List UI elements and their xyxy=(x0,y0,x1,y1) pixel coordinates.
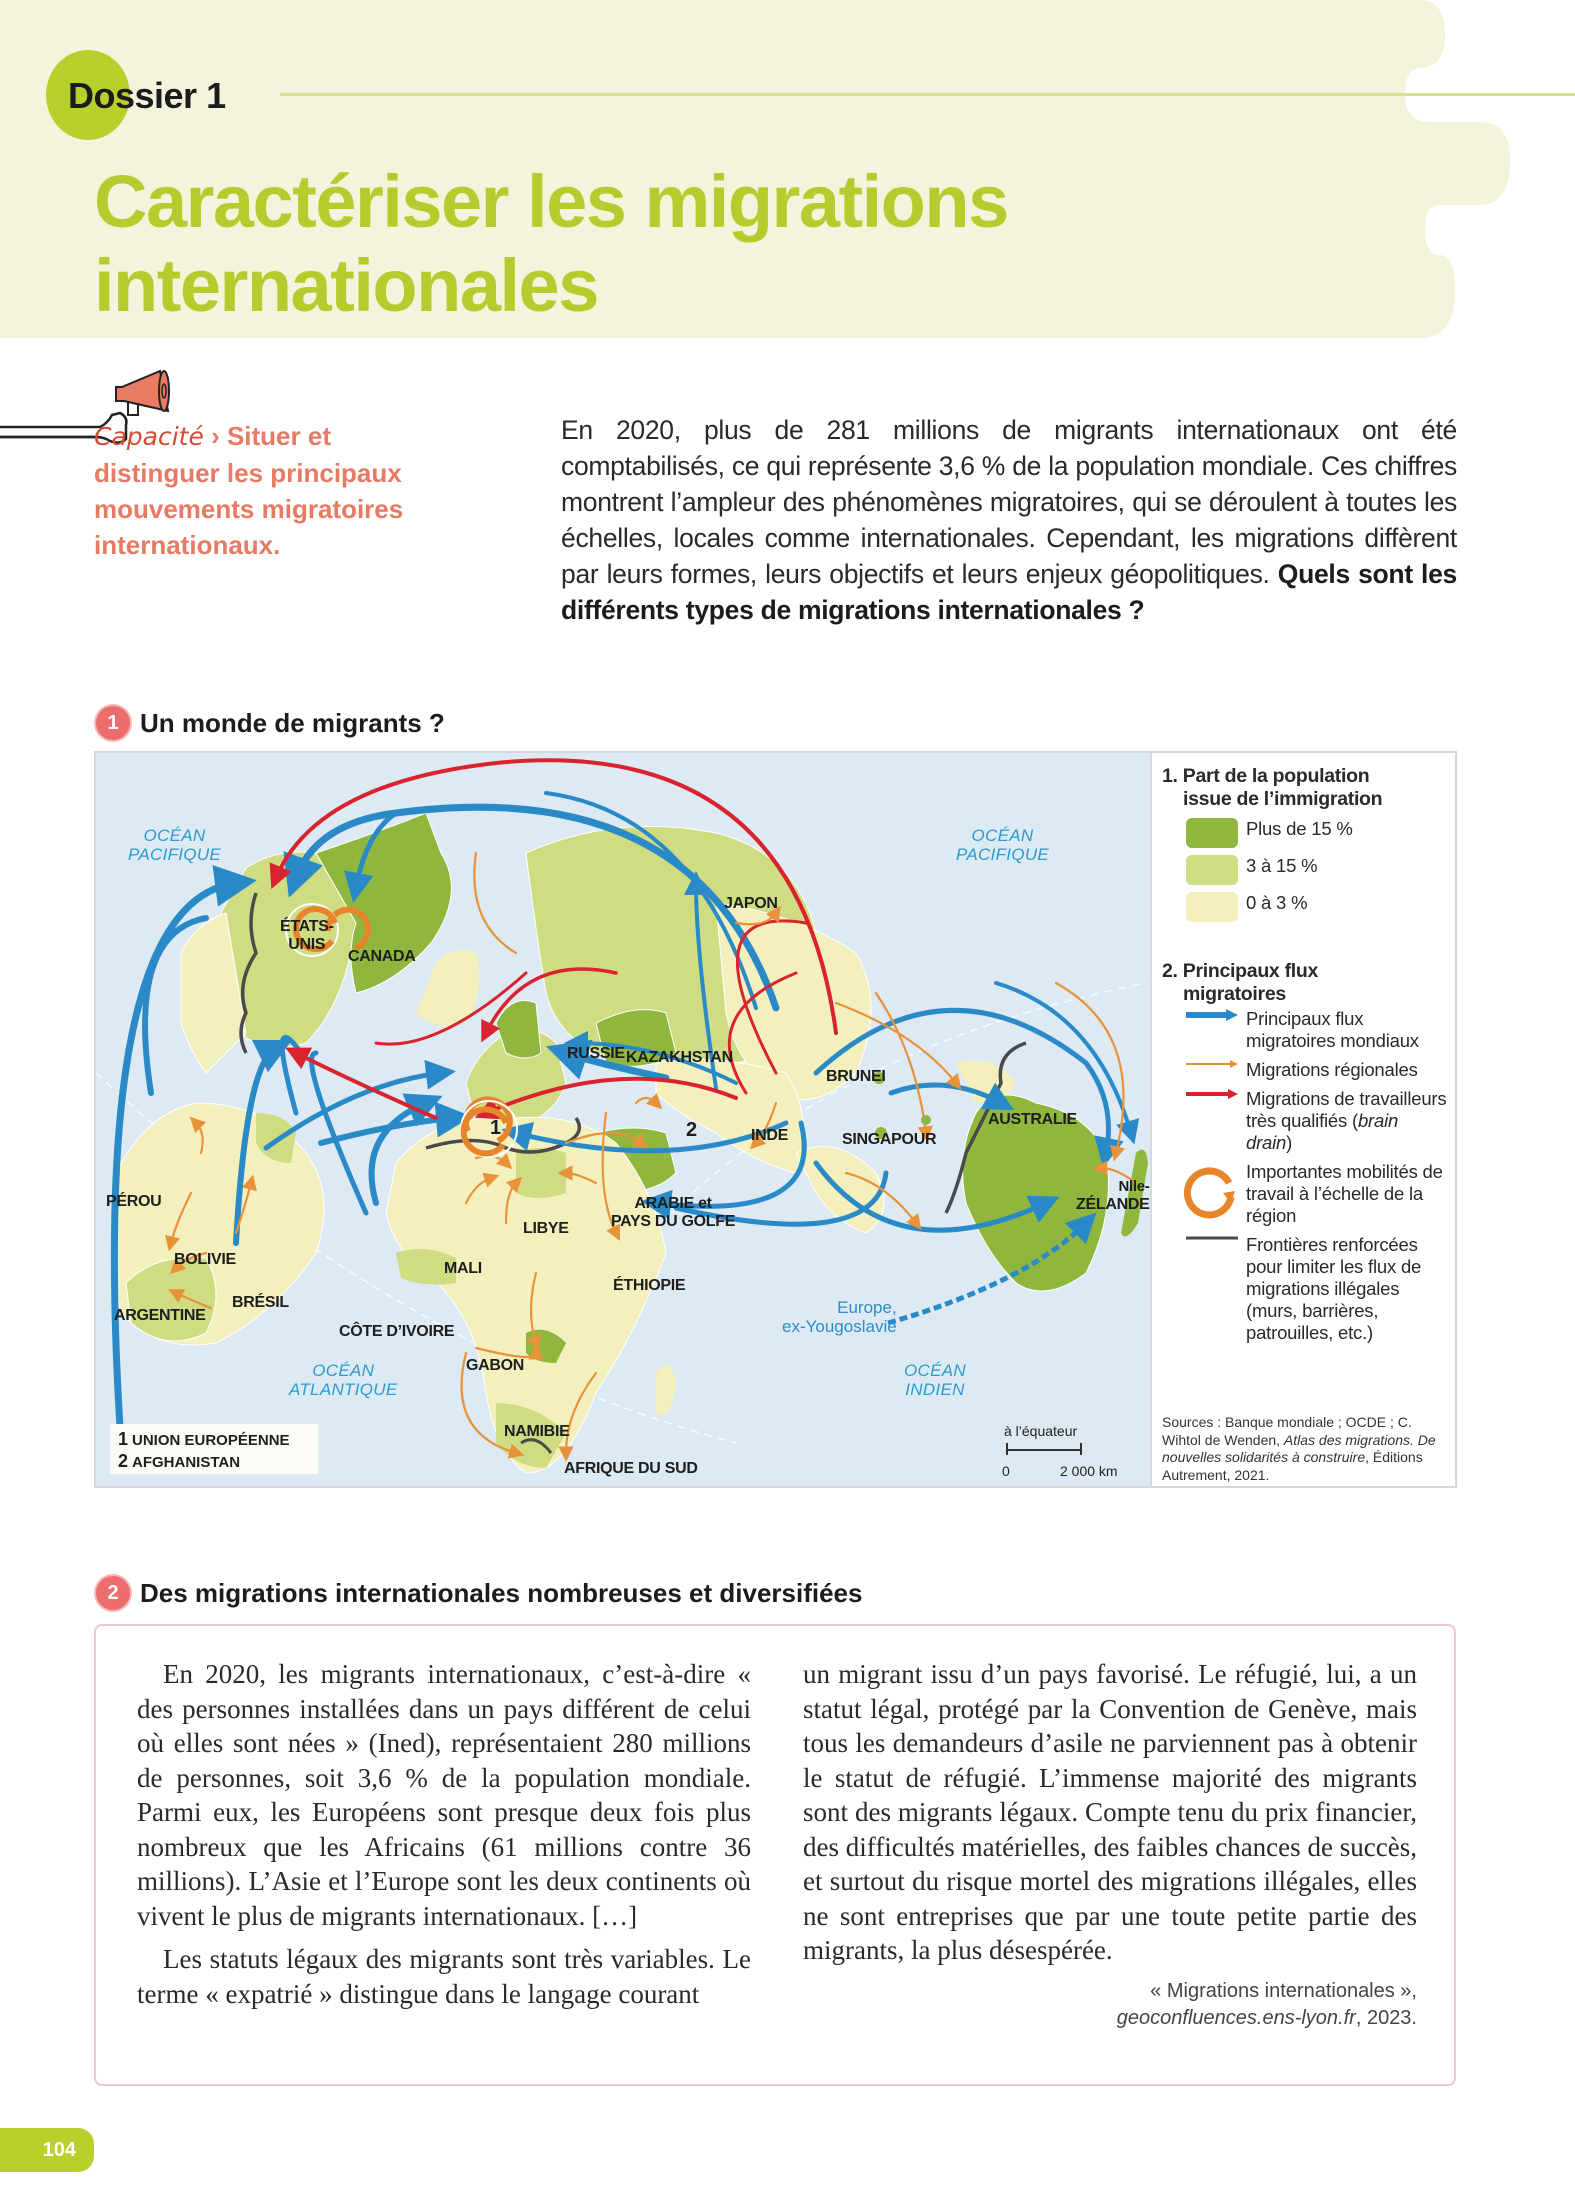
quote-paragraph-1: En 2020, les migrants internationaux, c’est-à-dire « des personnes installées dans un pays différent de celui où elles sont nées » (Ined), représentaient 280 millions de personnes, soit 3,6 % de la population mondiale. Parmi eux, les Européens sont presque deux fois plus nombreux que les Africains (61 millions contre 36 millions). L’Asie et l’Europe sont les deux continents où vivent le plus de migrants internationaux. […] xyxy=(137,1659,751,1931)
ocean-label-indian: OCÉAN INDIEN xyxy=(904,1361,966,1399)
marker-1-eu: 1 xyxy=(490,1117,502,1139)
label-perou: PÉROU xyxy=(106,1193,162,1210)
orange-circular-arrow-icon xyxy=(1182,1161,1242,1219)
scale-caption: à l’équateur xyxy=(1004,1423,1078,1439)
legend-reinforced-borders: Frontières renforcées pour limiter les flux de migrations illégales (murs, barrières, patrouilles, etc.) xyxy=(1162,1234,1447,1344)
label-russie: RUSSIE xyxy=(567,1045,625,1062)
map-numbered-key xyxy=(110,1424,318,1474)
intro-question: Quels sont les différents types de migrations internationales ? xyxy=(561,559,1457,625)
quote-paragraph-3: un migrant issu d’un pays favorisé. Le réfugié, lui, a un statut légal, protégé par la Convention de Genève, mais tous les demandeurs d’asile ne parviennent pas à obtenir le statut de réfugié. L’immense majorité des migrants sont des migrants légaux. Compte tenu du prix financier, des difficultés matérielles, des faibles chances de succès, et surtout du risque mortel des migrations illégales, elles ne sont entreprises que par une toute petite partie des migrants, la plus désespérée. xyxy=(803,1659,1417,1965)
label-libye: LIBYE xyxy=(523,1220,569,1237)
legend-regional-mobility: Importantes mobilités de travail à l’échelle de la région xyxy=(1162,1161,1447,1227)
title-line-1: Caractériser les migrations xyxy=(94,160,1008,243)
doc2-title: Des migrations internationales nombreuses et diversifiées xyxy=(140,1577,863,1608)
grey-border-line-icon xyxy=(1182,1234,1242,1242)
legend-flow-regional: Migrations régionales xyxy=(1162,1059,1447,1081)
label-nouvelle-zelande: Nlle- ZÉLANDE xyxy=(1076,1178,1150,1213)
doc2-heading xyxy=(96,1576,862,1610)
label-bresil: BRÉSIL xyxy=(232,1294,289,1311)
scale-bar xyxy=(1004,1423,1144,1483)
doc2-number-badge: 2 xyxy=(96,1576,130,1610)
red-arrow-icon xyxy=(1182,1088,1242,1100)
page-number: 104 xyxy=(0,2128,94,2172)
label-usa: ÉTATS- UNIS xyxy=(280,918,334,953)
key-row-1: 1 UNION EUROPÉENNE xyxy=(118,1429,290,1449)
label-bolivie: BOLIVIE xyxy=(174,1251,236,1268)
label-namibie: NAMIBIE xyxy=(504,1423,570,1440)
legend-section-1-title: 1. Part de la population issue de l’immigration xyxy=(1162,765,1383,810)
source-site: geoconfluences.ens-lyon.fr xyxy=(1116,2006,1356,2029)
ocean-label-atlantic: OCÉAN ATLANTIQUE xyxy=(289,1361,398,1399)
label-japon: JAPON xyxy=(724,895,778,912)
label-cote-ivoire: CÔTE D’IVOIRE xyxy=(339,1323,455,1340)
label-singapour: SINGAPOUR xyxy=(842,1131,937,1148)
map-sources: Sources : Banque mondiale ; OCDE ; C. Wihtol de Wenden, Atlas des migrations. De nouvelles solidarités à construire, Éditions Autrement, 2021. xyxy=(1162,1414,1436,1483)
scale-min: 0 xyxy=(1002,1463,1010,1479)
thin-orange-arrow-icon xyxy=(1182,1059,1242,1069)
capacite-block xyxy=(94,418,434,563)
doc1-number-badge: 1 xyxy=(96,706,130,740)
ocean-label-pacific-west: OCÉAN PACIFIQUE xyxy=(128,826,222,864)
source-year: , 2023. xyxy=(1355,2006,1417,2029)
capacite-separator: › xyxy=(203,421,227,451)
label-argentine: ARGENTINE xyxy=(114,1307,206,1324)
quote-column-left xyxy=(137,1657,751,2011)
ocean-label-pacific-east: OCÉAN PACIFIQUE xyxy=(956,826,1050,864)
page-title xyxy=(94,160,1008,328)
legend-flow-main: Principaux flux migratoires mondiaux xyxy=(1162,1008,1447,1052)
thick-blue-arrow-icon xyxy=(1182,1008,1242,1022)
capacite-word: Capacité xyxy=(94,422,204,451)
legend-flow-brain-drain: Migrations de travailleurs très qualifiés (brain drain) xyxy=(1162,1088,1447,1154)
legend-class-high: Plus de 15 % xyxy=(1162,818,1447,848)
legend-class-low: 0 à 3 % xyxy=(1162,892,1447,922)
label-australie: AUSTRALIE xyxy=(988,1111,1077,1128)
source-title: « Migrations internationales », xyxy=(1150,1979,1417,2002)
header-rule xyxy=(280,93,1575,96)
label-afrique-du-sud: AFRIQUE DU SUD xyxy=(564,1460,698,1477)
intro-text: En 2020, plus de 281 millions de migrants internationaux ont été comptabilisés, ce qui représente 3,6 % de la population mondiale. Ces chiffres montrent l’ampleur des phénomènes migratoires, qui se déroulent à toutes les échelles, locales comme internationales. Cependant, les migrations diffèrent par leurs formes, leurs objectifs et leurs enjeux géopolitiques. xyxy=(561,415,1457,589)
legend-class-mid: 3 à 15 % xyxy=(1162,855,1447,885)
label-inde: INDE xyxy=(751,1127,789,1144)
quote-paragraph-2: Les statuts légaux des migrants sont très variables. Le terme « expatrié » distingue dans le langage courant xyxy=(137,1944,751,2009)
dossier-label: Dossier 1 xyxy=(68,75,226,116)
label-canada: CANADA xyxy=(348,948,416,965)
doc1-heading xyxy=(96,706,445,740)
label-mali: MALI xyxy=(444,1260,482,1277)
title-line-2: internationales xyxy=(94,244,598,327)
doc1-title: Un monde de migrants ? xyxy=(140,707,445,738)
label-gabon: GABON xyxy=(466,1357,525,1374)
label-brunei: BRUNEI xyxy=(826,1068,886,1085)
map-legend xyxy=(1152,753,1457,1486)
label-ethiopie: ÉTHIOPIE xyxy=(613,1277,686,1294)
label-europe-ex-yougoslavie: Europe, ex-Yougoslavie xyxy=(782,1298,897,1336)
key-row-2: 2 AFGHANISTAN xyxy=(118,1451,241,1471)
intro-paragraph xyxy=(561,412,1457,628)
quote-source xyxy=(803,1978,1417,2032)
label-arabie-golfe: ARABIE et PAYS DU GOLFE xyxy=(611,1195,736,1230)
label-kazakhstan: KAZAKHSTAN xyxy=(626,1049,733,1066)
marker-2-afghanistan: 2 xyxy=(686,1119,698,1141)
header-band xyxy=(0,0,1575,340)
legend-section-2-title: 2. Principaux flux migratoires xyxy=(1162,960,1319,1005)
capacite-text: Situer et distinguer les principaux mouvements migratoires internationaux. xyxy=(94,421,404,560)
migration-map xyxy=(94,751,1457,1488)
scale-max: 2 000 km xyxy=(1060,1463,1118,1479)
quote-column-right xyxy=(803,1657,1417,2032)
